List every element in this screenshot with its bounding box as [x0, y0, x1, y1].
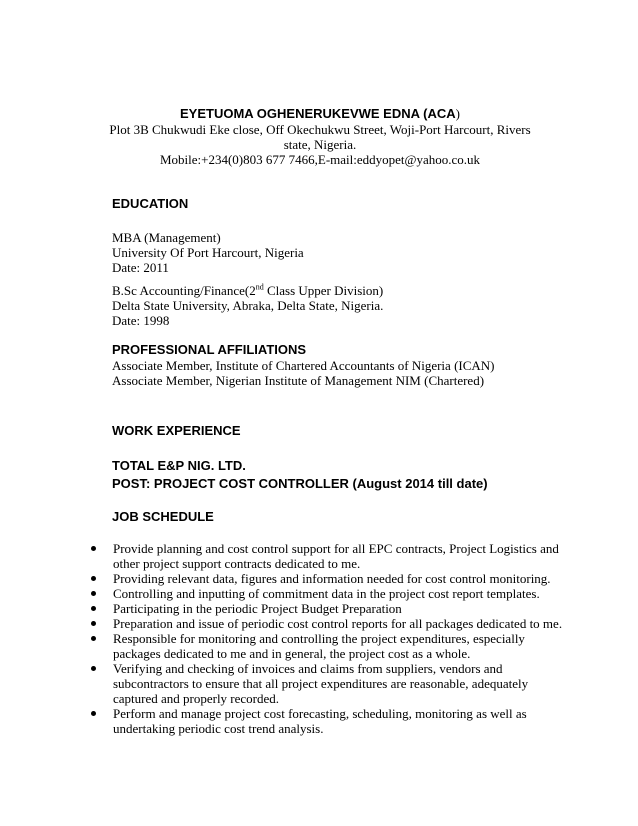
work-experience-heading: WORK EXPERIENCE [112, 423, 241, 438]
bullet-icon [91, 666, 96, 671]
duty-text: Participating in the periodic Project Budget Preparation [113, 601, 402, 616]
bsc-degree [112, 283, 582, 298]
mba-degree: MBA (Management) [112, 230, 221, 245]
job-duties-list [0, 541, 638, 736]
job-post: POST: PROJECT COST CONTROLLER (August 2014 till date) [112, 476, 488, 491]
education-bsc [112, 283, 582, 328]
job-schedule-heading: JOB SCHEDULE [112, 509, 214, 524]
mba-school: University Of Port Harcourt, Nigeria [112, 245, 304, 260]
resume-header [100, 106, 540, 167]
affiliations-heading: PROFESSIONAL AFFILIATIONS [112, 342, 307, 357]
bsc-degree-part1: B.Sc Accounting/Finance(2 [112, 283, 256, 298]
affiliation-item: Associate Member, Institute of Chartered Accountants of Nigeria (ICAN) [112, 358, 495, 373]
list-item [0, 661, 638, 706]
list-item [0, 541, 638, 571]
education-mba [112, 230, 582, 275]
duty-text: Perform and manage project cost forecasting, scheduling, monitoring as well as undertaking periodic cost trend analysis. [113, 706, 527, 736]
duty-text: Controlling and inputting of commitment data in the project cost report templates. [113, 586, 540, 601]
bsc-date: Date: 1998 [112, 313, 170, 328]
bsc-degree-part2: Class Upper Division) [263, 283, 384, 298]
address-line-1: Plot 3B Chukwudi Eke close, Off Okechukwu Street, Woji-Port Harcourt, Rivers [109, 122, 531, 137]
candidate-name-text: EYETUOMA OGHENERUKEVWE EDNA (ACA [179, 106, 456, 121]
duty-text: Provide planning and cost control support for all EPC contracts, Project Logistics and other project support contracts dedicated to me. [113, 541, 559, 571]
duty-text: Responsible for monitoring and controlling the project expenditures, especially packages dedicated to me and in general, the project cost as a whole. [113, 631, 525, 661]
list-item [0, 706, 638, 736]
list-item [0, 616, 638, 631]
duty-text: Verifying and checking of invoices and claims from suppliers, vendors and subcontractors to ensure that all project expenditures are reasonable, adequately captured and properly recorded. [113, 661, 529, 706]
address-line-2: state, Nigeria. [283, 137, 357, 152]
affiliations-list [112, 358, 582, 388]
bullet-icon [91, 591, 96, 596]
affiliation-item: Associate Member, Nigerian Institute of Management NIM (Chartered) [112, 373, 485, 388]
bsc-degree-sup: nd [255, 282, 264, 292]
duty-text: Providing relevant data, figures and information needed for cost control monitoring. [113, 571, 551, 586]
candidate-name [100, 106, 540, 122]
list-item [0, 586, 638, 601]
contact-line: Mobile:+234(0)803 677 7466,E-mail:eddyopet@yahoo.co.uk [159, 152, 481, 167]
candidate-name-close: ) [455, 106, 460, 121]
list-item [0, 601, 638, 616]
bullet-icon [91, 546, 96, 551]
duty-text: Preparation and issue of periodic cost control reports for all packages dedicated to me. [113, 616, 563, 631]
bullet-icon [91, 621, 96, 626]
bsc-school: Delta State University, Abraka, Delta State, Nigeria. [112, 298, 384, 313]
list-item [0, 631, 638, 661]
bullet-icon [91, 606, 96, 611]
bullet-icon [91, 636, 96, 641]
list-item [0, 571, 638, 586]
mba-date: Date: 2011 [112, 260, 169, 275]
education-heading: EDUCATION [112, 196, 189, 211]
bullet-icon [91, 711, 96, 716]
bullet-icon [91, 576, 96, 581]
company-name: TOTAL E&P NIG. LTD. [112, 458, 246, 473]
